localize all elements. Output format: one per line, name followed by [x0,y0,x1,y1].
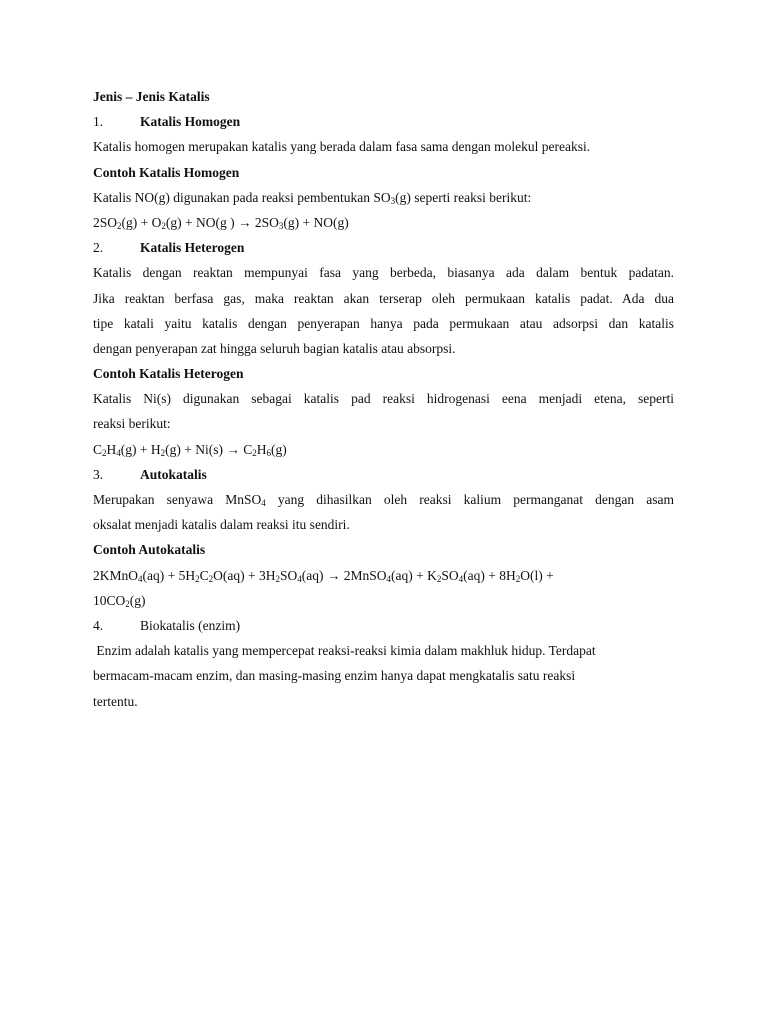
example-text: Katalis NO(g) digunakan pada reaksi pembentukan $SO_3(g)$ seperti reaksi berikut: [93,189,532,206]
section-title: Katalis Heterogen [140,240,245,256]
paragraph-line: Merupakan senyawa MnSO$_4$ yang dihasilkan oleh reaksi kalium permanganat dengan asam [93,492,675,508]
section-number: 2. [93,240,104,256]
example-text: reaksi berikut: [93,416,171,432]
paragraph-line: tipe katali yaitu katalis dengan penyerapan hanya pada permukaan atau adsorpsi dan katalis [93,315,674,331]
section-heading-homogen [93,109,674,134]
paragraph-line: dengan penyerapan zat hingga seluruh bagian katalis atau absorpsi. [93,340,456,356]
section-number: 3. [93,466,104,482]
chemical-equation-continued: $10CO_2(g)$ [93,592,146,609]
section-heading-heterogen [93,235,674,260]
page-title: Jenis – Jenis Katalis [93,89,210,104]
paragraph-line: Katalis homogen merupakan katalis yang berada dalam fasa sama dengan molekul pereaksi. [93,139,591,155]
chemical-equation: $2SO_2(g) + O_2(g) + NO(g$ ) → $2SO_3(g) + NO(g)$ [93,214,349,231]
section-heading-biokatalis [93,613,674,638]
example-heading: Contoh Autokatalis [93,542,206,558]
paragraph-line: Jika reaktan berfasa gas, maka reaktan akan terserap oleh permukaan katalis padat. Ada dua [93,290,674,306]
chemical-equation: 2KMnO$_4$(aq) + $5H_2C_2O(aq) + 3H_2SO_4(aq)$ → 2MnSO$_4$(aq) + $K_2SO_4(aq) + 8H_2O(l)$ + [93,567,554,584]
section-heading-autokatalis [93,462,674,487]
section-title: Autokatalis [140,466,207,482]
section-number: 4. [93,617,104,633]
section-number: 1. [93,114,104,130]
document-body [93,84,674,714]
example-heading: Contoh Katalis Homogen [93,164,240,180]
chemical-equation: $C_2H_4(g) + H_2(g) + Ni(s) \to C_2H_6(g)$ [93,441,287,458]
example-heading: Contoh Katalis Heterogen [93,366,244,382]
example-text: Katalis Ni(s) digunakan sebagai katalis pad reaksi hidrogenasi eena menjadi etena, seperti [93,391,674,407]
section-title: Biokatalis (enzim) [140,617,241,633]
paragraph-line: Katalis dengan reaktan mempunyai fasa yang berbeda, biasanya ada dalam bentuk padatan. [93,265,674,281]
paragraph-line: oksalat menjadi katalis dalam reaksi itu sendiri. [93,517,350,533]
paragraph-line: Enzim adalah katalis yang mempercepat reaksi-reaksi kimia dalam makhluk hidup. Terdapat [93,643,596,659]
section-title: Katalis Homogen [140,114,241,130]
paragraph-line: bermacam-macam enzim, dan masing-masing enzim hanya dapat mengkatalis satu reaksi [93,668,576,684]
paragraph-line: tertentu. [93,693,138,709]
